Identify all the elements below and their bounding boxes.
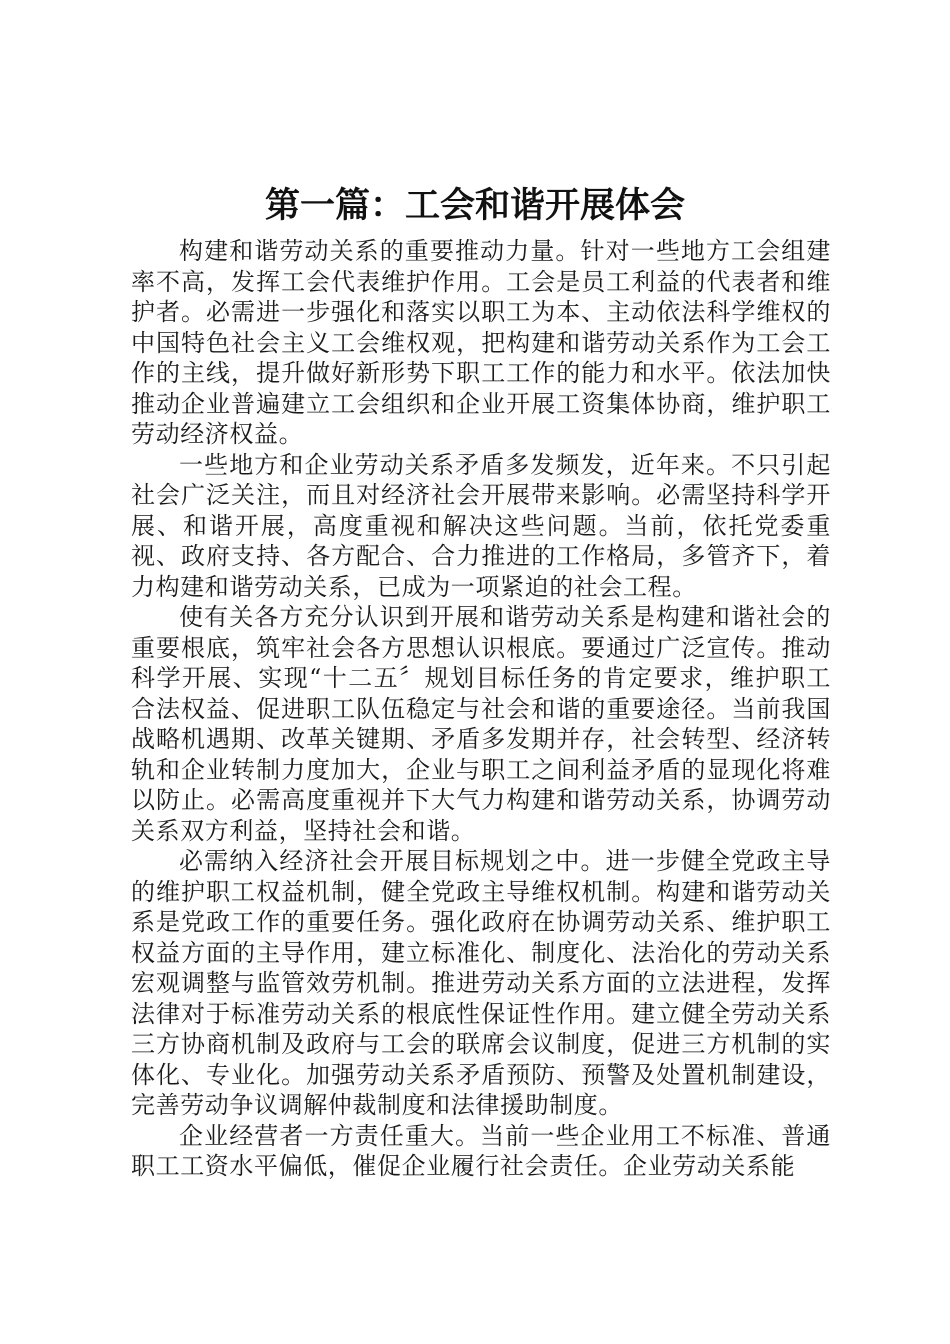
document-body (131, 236, 831, 1182)
paragraph: 必需纳入经济社会开展目标规划之中。进一步健全党政主导的维护职工权益机制，健全党政主导维权机制。构建和谐劳动关系是党政工作的重要任务。强化政府在协调劳动关系、维护职工权益方面的主导作用，建立标准化、制度化、法治化的劳动关系宏观调整与监管效劳机制。推进劳动关系方面的立法进程，发挥法律对于标准劳动关系的根底性保证性作用。建立健全劳动关系三方协商机制及政府与工会的联席会议制度，促进三方机制的实体化、专业化。加强劳动关系矛盾预防、预警及处置机制建设，完善劳动争议调解仲裁制度和法律援助制度。 (131, 847, 831, 1119)
document-title: 第一篇：工会和谐开展体会 (264, 185, 685, 226)
paragraph: 构建和谐劳动关系的重要推动力量。针对一些地方工会组建率不高，发挥工会代表维护作用。工会是员工利益的代表者和维护者。必需进一步强化和落实以职工为本、主动依法科学维权的中国特色社会主义工会维权观，把构建和谐劳动关系作为工会工作的主线，提升做好新形势下职工工作的能力和水平。依法加快推动企业普遍建立工会组织和企业开展工资集体协商，维护职工劳动经济权益。 (131, 237, 831, 448)
paragraph: 一些地方和企业劳动关系矛盾多发频发，近年来。不只引起社会广泛关注，而且对经济社会开展带来影响。必需坚持科学开展、和谐开展，高度重视和解决这些问题。当前，依托党委重视、政府支持、各方配合、合力推进的工作格局，多管齐下，着力构建和谐劳动关系，已成为一项紧迫的社会工程。 (131, 450, 831, 601)
paragraph: 使有关各方充分认识到开展和谐劳动关系是构建和谐社会的重要根底，筑牢社会各方思想认识根底。要通过广泛宣传。推动科学开展、实现“十二五〞规划目标任务的肯定要求，维护职工合法权益、促进职工队伍稳定与社会和谐的重要途径。当前我国战略机遇期、改革关键期、矛盾多发期并存，社会转型、经济转轨和企业转制力度加大，企业与职工之间利益矛盾的显现化将难以防止。必需高度重视并下大气力构建和谐劳动关系，协调劳动关系双方利益，坚持社会和谐。 (131, 603, 831, 845)
paragraph: 企业经营者一方责任重大。当前一些企业用工不标准、普通职工工资水平偏低，催促企业履行社会责任。企业劳动关系能 (131, 1121, 831, 1180)
